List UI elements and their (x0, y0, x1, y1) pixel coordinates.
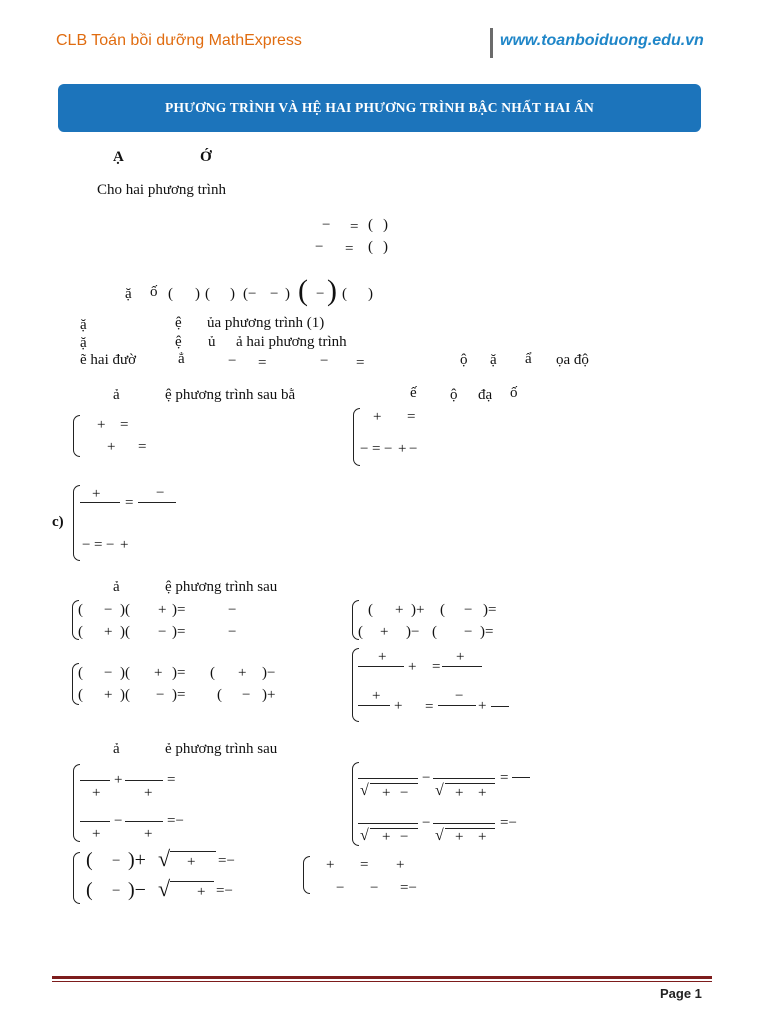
website-link[interactable]: www.toanboiduong.edu.vn (500, 32, 704, 49)
footer-rule-thin (52, 981, 712, 982)
intro-text: Cho hai phương trình (97, 182, 226, 198)
footer-rule-thick (52, 976, 712, 979)
page-number: Page 1 (660, 986, 702, 1001)
club-name: CLB Toán bồi dưỡng MathExpress (56, 32, 302, 49)
header-separator (490, 28, 493, 58)
section-heading-1: Ạ (113, 149, 124, 165)
section-heading-2: Ớ (200, 149, 212, 165)
page-title: PHƯƠNG TRÌNH VÀ HỆ HAI PHƯƠNG TRÌNH BẬC NHẤT HAI ẨN (165, 100, 594, 116)
title-banner (58, 84, 701, 132)
